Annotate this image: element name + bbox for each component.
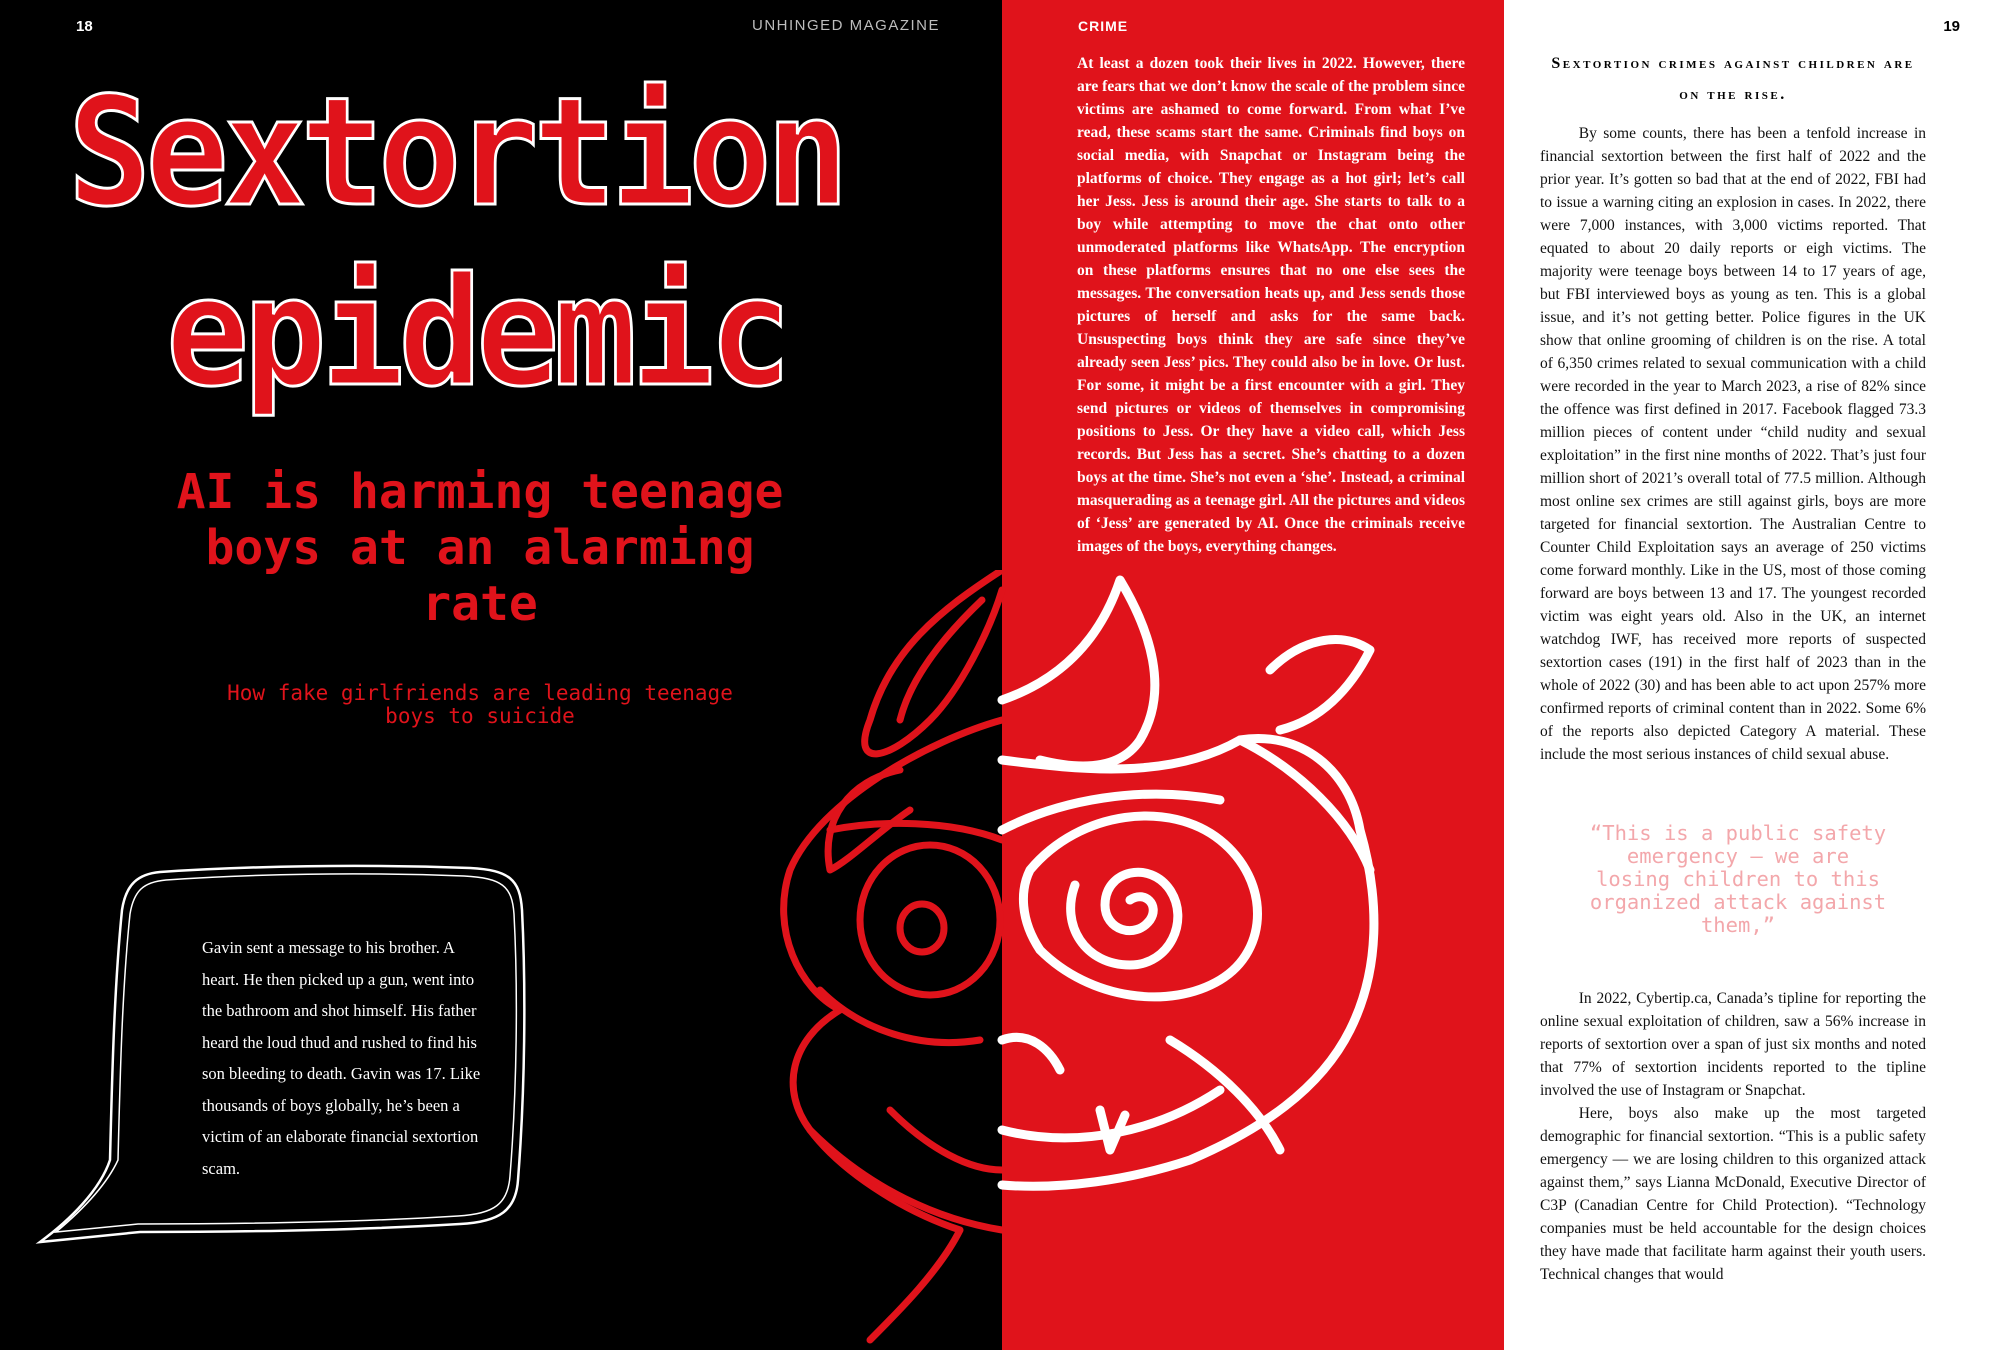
- devil-right-nose: [1002, 1037, 1060, 1070]
- devil-left-jaw: [810, 1130, 1002, 1230]
- bubble-story-text: Gavin sent a message to his brother. A heart. He then picked up a gun, went into the bathroom and shot himself. His father heard the loud thud and rushed to find his son bleeding to death. Gavin was 17. Like thousands of boys globally, he’s been a victim of an elaborate financial sextortion scam.: [202, 938, 481, 1178]
- subheadline: AI is harming teenage boys at an alarming rate: [176, 464, 784, 632]
- side-heading: Sextortion crimes against children are on the rise.: [1551, 55, 1915, 103]
- right-column-paragraph-2: In 2022, Cybertip.ca, Canada’s tipline for reporting the online sexual exploitation of children, saw a 56% increase in reports of sextortion over a span of just six months and noted that 77% of sextortion incidents reported to the tipline involved the use of Instagram or Snapchat.: [1540, 990, 1926, 1099]
- right-column-paragraph-3: Here, boys also make up the most targeted demographic for financial sextortion. “This is a public safety emergency — we are losing children to this organized attack against them,” says Lianna McDonald, Executive Director of C3P (Canadian Centre for Child Protection). “Technology companies must be held accountable for the design choices they have made that facilitate harm against their youth users. Technical changes that would: [1540, 1105, 1926, 1283]
- section-label: CRIME: [1078, 18, 1129, 34]
- devil-left-brow: [830, 823, 1002, 840]
- right-column-body-2: [1540, 987, 1926, 1286]
- devil-left-head-outline: [784, 720, 1002, 1340]
- right-column-paragraph: By some counts, there has been a tenfold increase in financial sextortion between the first half of 2022 and the prior year. It’s gotten so bad that at the end of 2022, FBI had to issue a warning citing an explosion in cases. In 2022, there were 7,000 instances, with 3,000 victims reported. That equated to about 20 daily reports or eigh victims. The majority were teenage boys between 14 to 17 years of age, but FBI interviewed boys as young as ten. This is a global issue, and it’s not getting better. Police figures in the UK show that online grooming of children is on the rise. A total of 6,350 crimes related to sexual communication with a child were recorded in the year to March 2023, a rise of 82% since the offence was first defined in 2017. Facebook flagged 73.3 million pieces of content under “child nudity and sexual exploitation” in the first nine months of 2022. That’s just four million short of 2021’s overall total of 77.5 million. Although most online sex crimes are still against girls, boys are more targeted for financial sextortion. The Australian Centre to Counter Child Exploitation says an average of 250 victims come forward monthly. Like in the US, most of those coming forward are boys between 13 and 17. The youngest recorded victim was eight years old. Also in the UK, an internet watchdog IWF, has received more reports of suspected sextortion cases (191) in the first half of 2023 than in the whole of 2022 (30) and has been able to act upon 257% more confirmed reports of criminal content than in 2022. Some 6% of the reports also depicted Category A material. These include the most serious instances of child sexual abuse.: [1540, 125, 1926, 763]
- devil-right-cheek: [1170, 1040, 1280, 1150]
- devil-right-mouth: [1002, 1090, 1220, 1138]
- devil-left-eye: [860, 845, 1000, 995]
- devil-left-cheek: [820, 990, 980, 1043]
- headline-line-1: Sextortion: [68, 66, 844, 240]
- devil-right-horn-outer: [1002, 580, 1155, 766]
- devil-right-eye-outline: [1023, 816, 1257, 997]
- tagline: How fake girlfriends are leading teenage boys to suicide: [227, 681, 733, 728]
- magazine-name: UNHINGED MAGAZINE: [752, 17, 941, 34]
- page-number-right: 19: [1943, 18, 1960, 35]
- devil-right-eye-spiral: [1071, 872, 1178, 965]
- devil-left-mouth: [890, 1110, 1002, 1170]
- pull-quote: “This is a public safety emergency — we are losing children to this organized attack against them,”: [1589, 821, 1887, 937]
- devil-right-horn-far: [1270, 640, 1370, 730]
- headline-line-2: epidemic: [166, 246, 787, 420]
- right-column-body: [1540, 122, 1926, 766]
- devil-left-pupil: [900, 904, 944, 952]
- devil-face-illustration: [700, 570, 1480, 1350]
- page-number-left: 18: [76, 18, 93, 35]
- red-column-body: At least a dozen took their lives in 2022. However, there are fears that we don’t know the scale of the problem since victims are ashamed to come forward. From what I’ve read, these scams start the same. Criminals find boys on social media, with Snapchat or Instagram being the platforms of choice. They engage as a hot girl; let’s call her Jess. Jess is around their age. She starts to talk to a boy while attempting to move the chat onto other unmoderated platforms like WhatsApp. The encryption on these platforms ensures that no one else sees the messages. The conversation heats up, and Jess sends those pictures of herself and asks for the same back. Unsuspecting boys think they are safe since they’ve already seen Jess’ pics. They could also be in love. Or lust. For some, it might be a first encounter with a girl. They send pictures or videos of themselves in compromising positions to Jess. Or they have a video call, which Jess records. But Jess has a secret. She’s chatting to a dozen boys at the time. She’s not even a ‘she’. Instead, a criminal masquerading as a teenage girl. All the pictures and videos of ‘Jess’ are generated by AI. Once the criminals receive images of the boys, everything changes.: [1077, 55, 1465, 555]
